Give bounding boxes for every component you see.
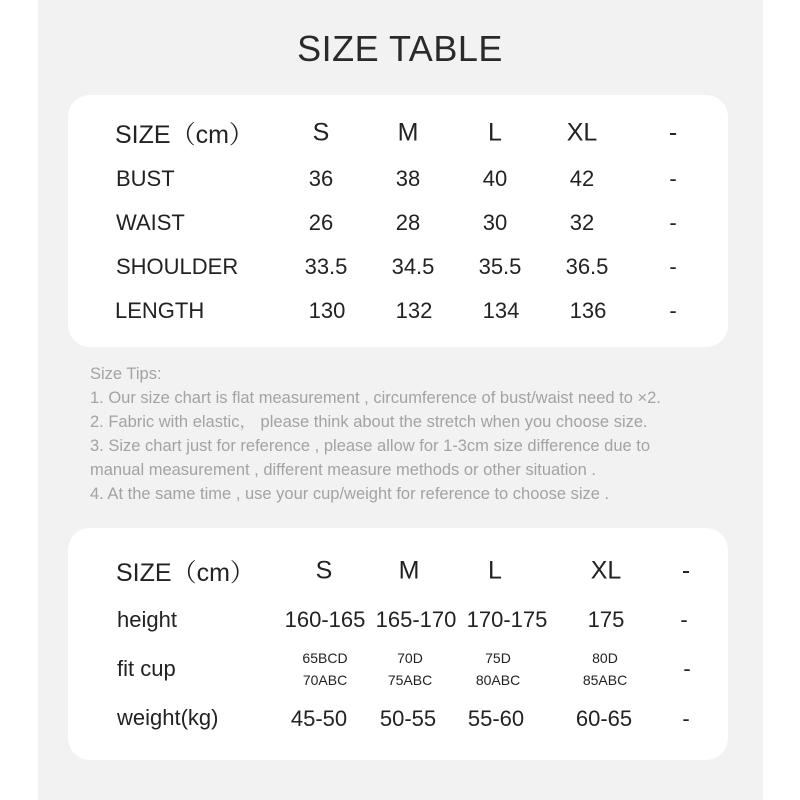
- cell: 160-165: [284, 607, 366, 632]
- tip-line: manual measurement , different measure methods or other situation .: [90, 461, 596, 479]
- cup-value: 70ABC: [302, 672, 348, 688]
- row-label: WAIST: [116, 210, 185, 235]
- cup-cell: [388, 647, 432, 691]
- cell: 35.5: [478, 254, 522, 279]
- header-dash: -: [668, 118, 678, 147]
- header-s: S: [312, 118, 330, 147]
- cell: 26: [308, 210, 334, 235]
- cell: 38: [395, 166, 421, 191]
- cell: -: [669, 254, 677, 279]
- header-l: L: [488, 118, 502, 147]
- cell: 130: [308, 298, 346, 323]
- cell: 34.5: [391, 254, 435, 279]
- cell: 32: [569, 210, 595, 235]
- header-label: SIZE（cm）: [115, 121, 254, 149]
- cell: -: [669, 298, 677, 323]
- size-table-measurements: [68, 95, 728, 347]
- cup-value: 65BCD: [302, 650, 348, 666]
- size-table-fit: [68, 528, 728, 760]
- size-tips: [90, 362, 661, 506]
- cell: 30: [482, 210, 508, 235]
- cell: 60-65: [575, 706, 633, 731]
- cup-cell: [476, 647, 520, 691]
- cell: -: [683, 656, 691, 681]
- cell: 136: [569, 298, 607, 323]
- cell: 36.5: [565, 254, 609, 279]
- cell: 170-175: [466, 607, 548, 632]
- header-xl: XL: [590, 556, 622, 585]
- tips-heading: Size Tips:: [90, 365, 162, 383]
- cell: 50-55: [379, 706, 437, 731]
- row-label-height: height: [117, 607, 177, 632]
- cup-value: 85ABC: [582, 672, 628, 688]
- header-l: L: [488, 556, 502, 585]
- cup-value: 75ABC: [387, 672, 433, 688]
- row-label: SHOULDER: [116, 254, 239, 279]
- cell: -: [669, 166, 677, 191]
- header-m: M: [397, 118, 419, 147]
- cell: 28: [395, 210, 421, 235]
- cell: 175: [587, 607, 625, 632]
- tip-line: 4. At the same time , use your cup/weight for reference to choose size .: [90, 485, 610, 503]
- cell: 134: [482, 298, 520, 323]
- row-label: BUST: [116, 166, 175, 191]
- cell: -: [682, 706, 690, 731]
- cup-cell: [302, 647, 347, 691]
- row-label: LENGTH: [115, 298, 205, 323]
- tip-line: 3. Size chart just for reference , please allow for 1-3cm size difference due to: [90, 437, 651, 455]
- cell: 36: [308, 166, 334, 191]
- header-dash: -: [681, 556, 691, 585]
- cell: -: [669, 210, 677, 235]
- header-m: M: [398, 556, 420, 585]
- header-s: S: [315, 556, 333, 585]
- tip-line: 2. Fabric with elastic， please think about the stretch when you choose size.: [90, 413, 648, 431]
- cell: 40: [482, 166, 508, 191]
- tip-line: 1. Our size chart is flat measurement , circumference of bust/waist need to ×2.: [90, 389, 661, 407]
- cell: 33.5: [304, 254, 348, 279]
- cup-value: 80ABC: [475, 672, 521, 688]
- header-xl: XL: [566, 118, 598, 147]
- cell: 42: [569, 166, 595, 191]
- cup-cell: [583, 647, 627, 691]
- row-label-weight: weight(kg): [117, 705, 219, 730]
- cell: 45-50: [290, 706, 348, 731]
- cell: 132: [395, 298, 433, 323]
- cell: -: [680, 607, 688, 632]
- cell: 55-60: [467, 706, 525, 731]
- page-title: SIZE TABLE: [297, 28, 503, 69]
- cup-value: 70D: [397, 650, 423, 666]
- row-label-fit-cup: fit cup: [117, 656, 176, 681]
- cup-value: 80D: [592, 650, 618, 666]
- header-label: SIZE（cm）: [116, 559, 255, 587]
- cup-value: 75D: [485, 650, 511, 666]
- cell: 165-170: [375, 607, 457, 632]
